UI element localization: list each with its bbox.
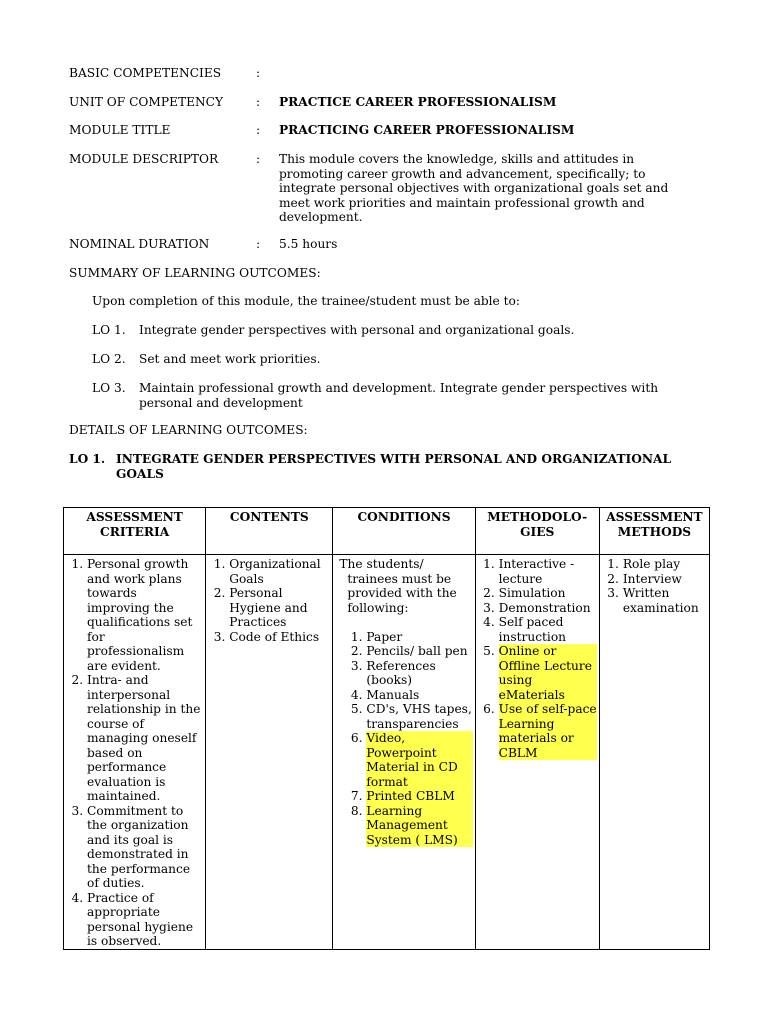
header-text: GIES (520, 524, 555, 539)
nominal-duration-value: 5.5 hours (279, 237, 338, 251)
list-item: 2. Intra- and interpersonal relationship in the course of managing oneself based on performance evaluation is maintained. (87, 673, 203, 804)
header-text: METHODS (617, 524, 692, 539)
details-lo1-number: LO 1. (69, 452, 106, 466)
lo1-text: Integrate gender perspectives with personal and organizational goals. (139, 323, 575, 337)
header-conditions (333, 508, 475, 555)
list-item: 1. Role play (623, 557, 707, 572)
module-descriptor-colon: : (256, 152, 261, 166)
header-text: ASSESSMENT (86, 510, 183, 524)
list-item-highlighted: 8. Learning Management System ( LMS) (366, 804, 472, 848)
list-item: 1. Interactive - lecture (499, 557, 597, 586)
header-assessment-criteria (64, 508, 206, 555)
methodologies-list (476, 557, 599, 760)
list-item: 4. Self paced instruction (499, 615, 597, 644)
assessment-methods-cell (599, 555, 709, 950)
basic-competencies-colon: : (256, 66, 261, 80)
lo3-number: LO 3. (92, 381, 126, 395)
header-contents (206, 508, 333, 555)
contents-cell (206, 555, 333, 950)
module-descriptor-value: This module covers the knowledge, skills and attitudes in promoting career growth and advancement, specifically; to integrate personal objectives with organizational goals set and meet work priorities and maintain professional growth and development. (279, 152, 669, 224)
list-item: 1. Organizational Goals (229, 557, 330, 586)
header-text: METHODOLO- (487, 510, 588, 524)
list-item: 3. Commitment to the organization and its goal is demonstrated in the performance of duties. (87, 804, 203, 891)
conditions-intro-line: provided with the (347, 586, 457, 600)
assessment-methods-list (600, 557, 709, 615)
lo2-number: LO 2. (92, 352, 126, 366)
list-item: 3. Written examination (623, 586, 707, 615)
list-item: 1. Personal growth and work plans towards improving the qualifications set for professionalism are evident. (87, 557, 203, 673)
list-item-highlighted: 6. Use of self-pace Learning materials or CBLM (499, 702, 597, 760)
list-item: 3. References (books) (366, 659, 472, 688)
conditions-intro-line: following: (347, 600, 409, 615)
list-item: 4. Manuals (366, 688, 472, 703)
criteria-cell (64, 555, 206, 950)
table-header-row (64, 508, 710, 555)
lo1-number: LO 1. (92, 323, 126, 337)
nominal-duration-colon: : (256, 237, 261, 251)
list-item: 1. Paper (366, 630, 472, 645)
basic-competencies-label: BASIC COMPETENCIES (69, 66, 222, 80)
unit-of-competency-label: UNIT OF COMPETENCY (69, 95, 224, 109)
list-item: 2. Simulation (499, 586, 597, 601)
list-item: 3. Code of Ethics (229, 630, 330, 645)
summary-heading: SUMMARY OF LEARNING OUTCOMES: (69, 266, 321, 280)
summary-intro: Upon completion of this module, the trainee/student must be able to: (92, 294, 520, 308)
methodologies-cell (475, 555, 599, 950)
list-item-highlighted: 6. Video, Powerpoint Material in CD format (366, 731, 472, 789)
nominal-duration-label: NOMINAL DURATION (69, 237, 210, 251)
conditions-intro (333, 557, 474, 615)
header-assessment-methods (599, 508, 709, 555)
learning-outcome-table (63, 507, 710, 950)
list-item-highlighted: 7. Printed CBLM (366, 789, 472, 804)
unit-of-competency-colon: : (256, 95, 261, 109)
unit-of-competency-value: PRACTICE CAREER PROFESSIONALISM (279, 95, 557, 109)
module-descriptor-label: MODULE DESCRIPTOR (69, 152, 219, 166)
module-title-label: MODULE TITLE (69, 123, 171, 137)
details-heading: DETAILS OF LEARNING OUTCOMES: (69, 423, 308, 437)
list-item: 2. Pencils/ ball pen (366, 644, 472, 659)
list-item: 4. Practice of appropriate personal hygiene is observed. (87, 891, 203, 949)
lo3-text: Maintain professional growth and development. Integrate gender perspectives with personal and development (139, 381, 659, 410)
details-lo1-title: INTEGRATE GENDER PERSPECTIVES WITH PERSONAL AND ORGANIZATIONAL GOALS (116, 452, 672, 481)
criteria-list (64, 557, 205, 949)
lo2-text: Set and meet work priorities. (139, 352, 321, 366)
header-text: CRITERIA (100, 524, 170, 539)
header-text: CONTENTS (229, 510, 309, 524)
list-item: 5. CD's, VHS tapes, transparencies (366, 702, 472, 731)
conditions-intro-line: The students/ (339, 557, 424, 571)
conditions-intro-line: trainees must be (347, 571, 452, 586)
contents-list (206, 557, 332, 644)
list-item-highlighted: 5. Online or Offline Lecture using eMaterials (499, 644, 597, 702)
conditions-cell (333, 555, 475, 950)
header-text: CONDITIONS (357, 510, 451, 524)
conditions-list (333, 630, 474, 848)
list-item: 3. Demonstration (499, 601, 597, 616)
table-row (64, 555, 710, 950)
module-title-colon: : (256, 123, 261, 137)
list-item: 2. Interview (623, 572, 707, 587)
list-item: 2. Personal Hygiene and Practices (229, 586, 330, 630)
header-methodologies (475, 508, 599, 555)
module-title-value: PRACTICING CAREER PROFESSIONALISM (279, 123, 575, 137)
header-text: ASSESSMENT (606, 510, 703, 524)
